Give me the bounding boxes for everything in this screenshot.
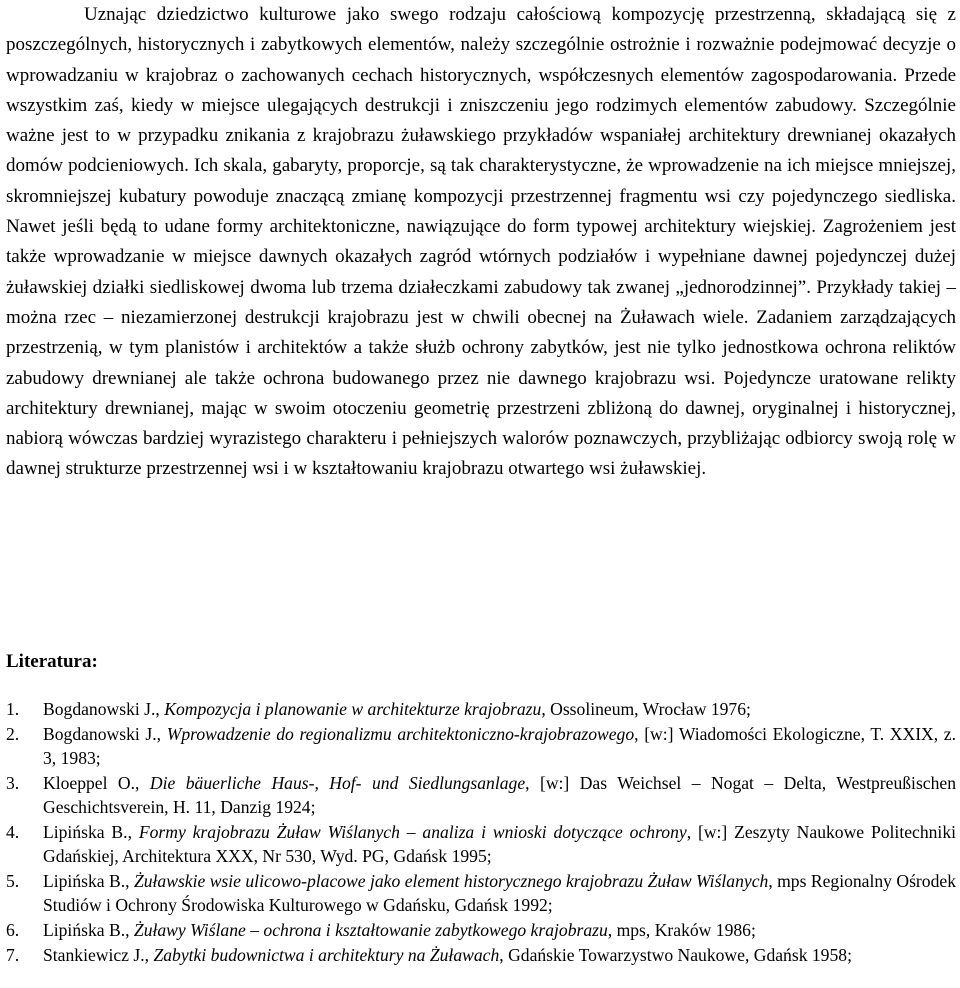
reference-separator: , [135, 773, 150, 794]
reference-item [6, 919, 956, 943]
reference-title: Kompozycja i planowanie w architekturze krajobrazu [164, 699, 542, 719]
reference-details: , mps Regionalny Ośrodek Studiów i Ochrony Środowiska Kulturowego w Gdańsku, Gdańsk 1992; [43, 870, 956, 915]
reference-author: Stankiewicz J. [43, 945, 145, 966]
reference-details: , mps, Kraków 1986; [607, 919, 756, 940]
reference-separator: , [144, 945, 154, 966]
reference-title: Wprowadzenie do regionalizmu architektoniczno-krajobrazowego [166, 724, 635, 745]
reference-number: 7. [6, 945, 20, 966]
reference-details: , [w:] Wiadomości Ekologiczne, T. XXIX, z. 3, 1983; [43, 724, 957, 768]
reference-author: Lipińska B. [43, 870, 126, 891]
reference-number: 4. [6, 822, 20, 843]
document-page [6, 0, 957, 966]
reference-number: 1. [6, 699, 20, 719]
reference-author: Lipińska B. [43, 822, 128, 843]
reference-details: , [w:] Zeszyty Naukowe Politechniki Gdańskiej, Architektura XXX, Nr 530, Wyd. PG, Gdańsk 1995; [43, 822, 956, 866]
reference-separator: , [155, 699, 165, 719]
reference-title: Formy krajobrazu Żuław Wiślanych – analiza i wnioski dotyczące ochrony [138, 822, 687, 843]
reference-details: , Ossolineum, Wrocław 1976; [541, 699, 751, 719]
reference-title: Żuławskie wsie ulicowo-placowe jako element historycznego krajobrazu Żuław Wiślanych [133, 870, 769, 891]
reference-separator: , [125, 919, 134, 940]
reference-item [6, 821, 956, 868]
literature-heading: Literatura: [6, 651, 98, 672]
reference-item [6, 698, 956, 722]
reference-separator: , [156, 724, 167, 745]
reference-separator: , [127, 822, 139, 843]
reference-item [6, 723, 956, 770]
reference-item [6, 772, 956, 819]
reference-details: , Gdańskie Towarzystwo Naukowe, Gdańsk 1958; [499, 945, 852, 966]
reference-item [6, 944, 956, 968]
reference-author: Bogdanowski J. [43, 724, 157, 745]
reference-title: Die bäuerliche Haus-, Hof- und Siedlungsanlage [149, 773, 526, 794]
reference-number: 2. [6, 724, 20, 745]
reference-author: Lipińska B. [43, 919, 126, 940]
reference-details: , [w:] Das Weichsel – Nogat – Delta, Westpreußischen Geschichtsverein, H. 11, Danzig 1924; [43, 773, 957, 817]
reference-item [6, 870, 956, 917]
reference-number: 3. [6, 773, 20, 794]
reference-title: Żuławy Wiślane – ochrona i kształtowanie zabytkowego krajobrazu [133, 919, 608, 940]
reference-separator: , [125, 870, 134, 891]
reference-number: 5. [6, 870, 20, 891]
reference-author: Bogdanowski J. [43, 699, 156, 719]
reference-number: 6. [6, 919, 20, 940]
body-paragraph: Uznając dziedzictwo kulturowe jako swego rodzaju całościową kompozycję przestrzenną, składającą się z poszczególnych, historycznych i zabytkowych elementów, należy szczególnie ostrożnie i rozważnie podejmować decyzje o wprowadzaniu w krajobraz o zachowanych cechach historycznych, współczesnych elementów zagospodarowania. Przede wszystkim zaś, kiedy w miejsce ulegających destrukcji i zniszczeniu jego rodzimych elementów zabudowy. Szczególnie ważne jest to w przypadku znikania z krajobrazu żuławskiego przykładów wspaniałej architektury drewnianej okazałych domów podcieniowych. Ich skala, gabaryty, proporcje, są tak charakterystyczne, że wprowadzenie na ich miejsce mniejszej, skromniejszej kubatury powoduje znaczącą zmianę kompozycji przestrzennej fragmentu wsi czy pojedynczego siedliska. Nawet jeśli będą to udane formy architektoniczne, nawiązujące do form typowej architektury wiejskiej. Zagrożeniem jest także wprowadzanie w miejsce dawnych okazałych zagród wtórnych podziałów i wypełniane dawnej pojedynczej dużej żuławskiej działki siedliskowej dwoma lub trzema działeczkami zabudowy tak zwanej „jednorodzinnej”. Przykłady takiej – można rzec – niezamierzonej destrukcji krajobrazu jest w chwili obecnej na Żuławach wiele. Zadaniem zarządzających przestrzenią, w tym planistów i architektów a także służb ochrony zabytków, jest nie tylko jednostkowa ochrona reliktów zabudowy drewnianej ale także ochrona budowanego przez nie dawnego krajobrazu wsi. Pojedyncze uratowane relikty architektury drewnianej, mając w swoim otoczeniu geometrię przestrzeni zbliżoną do dawnej, oryginalnej i historycznej, nabiorą wówczas bardziej wyrazistego charakteru i pełniejszych walorów poznawczych, przybliżając odbiorcy swoją rolę w dawnej strukturze przestrzennej wsi i w kształtowaniu krajobrazu otwartego wsi żuławskiej. [6, 4, 956, 480]
reference-author: Kloeppel O. [43, 773, 136, 794]
reference-list [6, 698, 956, 969]
reference-title: Zabytki budownictwa i architektury na Żuławach [153, 945, 500, 966]
